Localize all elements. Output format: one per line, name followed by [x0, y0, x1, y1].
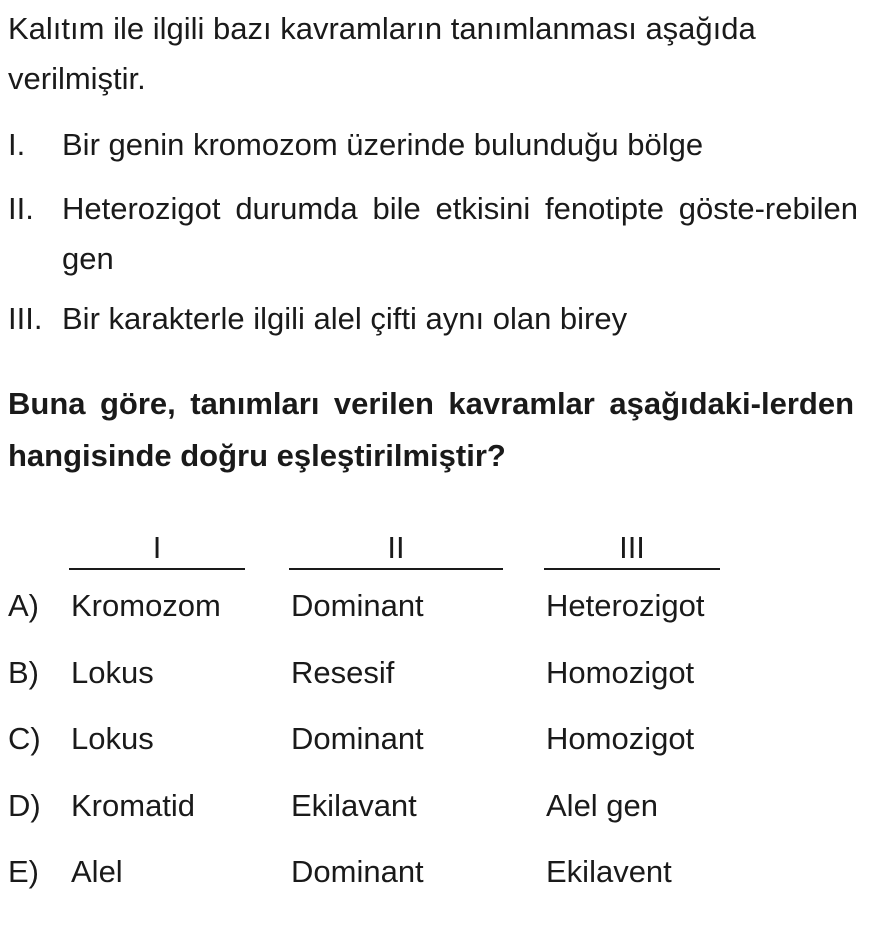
answer-option-c[interactable]: [0, 714, 895, 764]
option-cell-2: Dominant: [291, 588, 424, 623]
option-cell-1: Lokus: [71, 655, 154, 690]
column-header-1: I: [69, 528, 245, 570]
option-cell-2: Dominant: [291, 854, 424, 889]
statement-number: III.: [8, 301, 43, 336]
option-cell-1: Alel: [71, 854, 123, 889]
option-cell-3: Alel gen: [546, 788, 659, 823]
option-letter: D): [8, 788, 41, 823]
option-cell-2: Resesif: [291, 655, 395, 690]
statement-number: I.: [8, 127, 26, 162]
answer-option-a[interactable]: [0, 581, 895, 631]
statement-text: Bir karakterle ilgili alel çifti aynı olan birey: [62, 301, 628, 336]
answer-option-d[interactable]: [0, 781, 895, 831]
statement-number: II.: [8, 191, 34, 226]
option-cell-2: Dominant: [291, 721, 424, 756]
option-cell-3: Homozigot: [546, 721, 695, 756]
statement-item-3: [8, 294, 868, 344]
option-cell-2: Ekilavant: [291, 788, 417, 823]
option-cell-3: Ekilavent: [546, 854, 672, 889]
answer-option-e[interactable]: [0, 847, 895, 897]
question-stem: Buna göre, tanımları verilen kavramlar aşağıdaki-lerden hangisinde doğru eşleştirilmiştir?: [8, 386, 854, 473]
statement-item-2: [8, 184, 868, 284]
statement-text: Bir genin kromozom üzerinde bulunduğu bölge: [62, 127, 704, 162]
option-cell-1: Kromozom: [71, 588, 221, 623]
column-header-2: II: [289, 528, 503, 570]
option-letter: B): [8, 655, 39, 690]
column-header-3: III: [544, 528, 720, 570]
option-cell-1: Kromatid: [71, 788, 196, 823]
statement-item-1: [8, 120, 868, 170]
answer-option-b[interactable]: [0, 648, 895, 698]
option-cell-1: Lokus: [71, 721, 154, 756]
option-letter: A): [8, 588, 39, 623]
statement-text: Heterozigot durumda bile etkisini fenotipte göste-rebilen gen: [62, 191, 858, 276]
option-letter: C): [8, 721, 41, 756]
option-cell-3: Homozigot: [546, 655, 695, 690]
option-letter: E): [8, 854, 39, 889]
question-intro: Kalıtım ile ilgili bazı kavramların tanımlanması aşağıda verilmiştir.: [8, 11, 756, 96]
option-cell-3: Heterozigot: [546, 588, 705, 623]
